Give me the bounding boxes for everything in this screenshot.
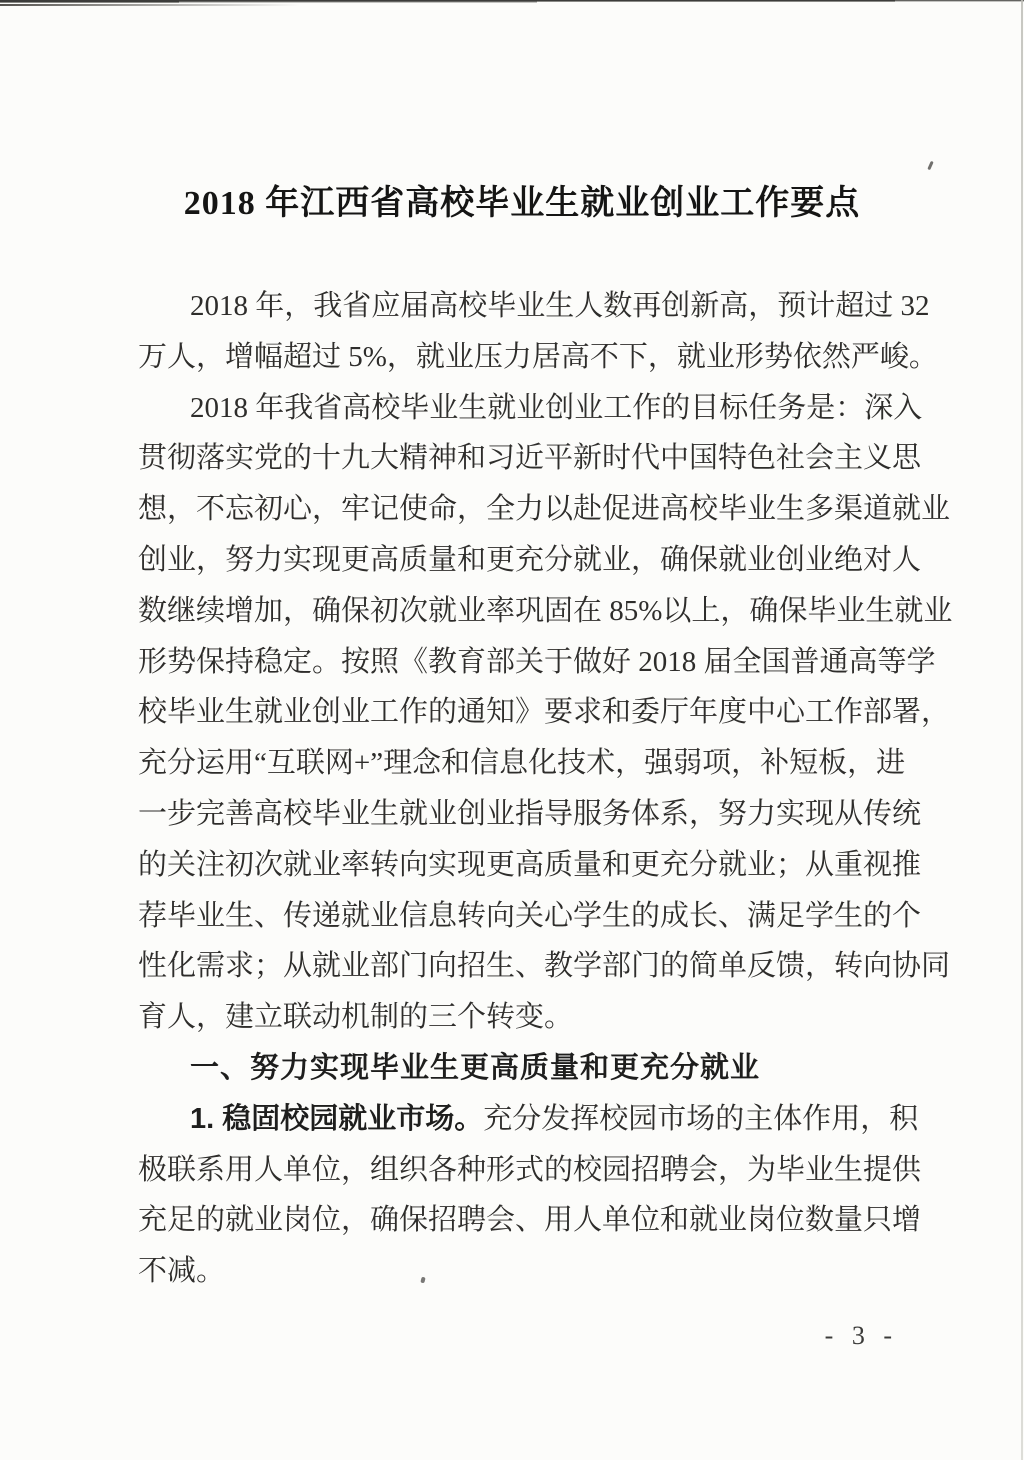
body-line: 不减。: [138, 1255, 226, 1288]
body-line: 万人，增幅超过 5%，就业压力居高不下，就业形势依然严峻。: [138, 340, 938, 373]
scan-artifact-right-edge: [1021, 0, 1023, 1460]
body-line: 2018 年，我省应届高校毕业生人数再创新高，预计超过 32: [190, 290, 930, 322]
body-line: 校毕业生就业创业工作的通知》要求和委厅年度中心工作部署，: [138, 696, 951, 729]
body-line: 充分运用“互联网+”理念和信息化技术，强弱项，补短板，进: [138, 747, 906, 780]
document-body: [138, 281, 953, 1297]
body-line: 数继续增加，确保初次就业率巩固在 85%以上，确保毕业生就业: [138, 594, 953, 627]
body-line: 充足的就业岗位，确保招聘会、用人单位和就业岗位数量只增: [138, 1204, 922, 1237]
body-line: 性化需求；从就业部门向招生、教学部门的简单反馈，转向协同: [138, 950, 951, 983]
body-line: 想，不忘初心，牢记使命，全力以赴促进高校毕业生多渠道就业: [138, 493, 951, 526]
scan-speck: [927, 161, 933, 170]
scan-artifact-top-edge-double: [0, 4, 300, 6]
page-number: - 3 -: [824, 1320, 898, 1350]
body-line: 形势保持稳定。按照《教育部关于做好 2018 届全国普通高等学: [138, 645, 936, 678]
item-title-bold: 1. 稳固校园就业市场。: [190, 1102, 484, 1135]
body-line-text: 充分发挥校园市场的主体作用，积: [483, 1102, 919, 1135]
section-heading: 一、努力实现毕业生更高质量和更充分就业: [190, 1051, 761, 1084]
body-line: 贯彻落实党的十九大精神和习近平新时代中国特色社会主义思: [138, 442, 922, 475]
body-line: 极联系用人单位，组织各种形式的校园招聘会，为毕业生提供: [138, 1153, 922, 1186]
body-line: 荐毕业生、传递就业信息转向关心学生的成长、满足学生的个: [138, 899, 922, 932]
body-line: 一步完善高校毕业生就业创业指导服务体系，努力实现从传统: [138, 797, 922, 830]
body-line: 育人，建立联动机制的三个转变。: [138, 1001, 574, 1034]
body-line: 的关注初次就业率转向实现更高质量和更充分就业；从重视推: [138, 848, 922, 881]
body-line: [138, 1094, 919, 1145]
body-line: 创业，努力实现更高质量和更充分就业，确保就业创业绝对人: [138, 543, 922, 576]
document-title: 2018 年江西省高校毕业生就业创业工作要点: [183, 185, 861, 222]
body-line: 2018 年我省高校毕业生就业创业工作的目标任务是：深入: [190, 391, 923, 424]
